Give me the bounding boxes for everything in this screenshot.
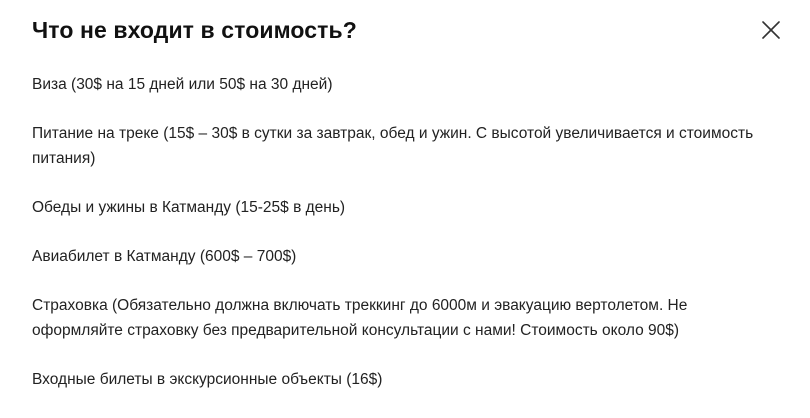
list-item-trek-food: Питание на треке (15$ – 30$ в сутки за завтрак, обед и ужин. С высотой увеличивается и стоимость питания) xyxy=(32,125,754,167)
list-item-entrance-tickets: Входные билеты в экскурсионные объекты (16$) xyxy=(32,371,383,388)
close-button[interactable] xyxy=(757,16,785,44)
list-item-kathmandu-meals: Обеды и ужины в Катманду (15-25$ в день) xyxy=(32,199,346,216)
list-item-flight: Авиабилет в Катманду (600$ – 700$) xyxy=(32,248,297,265)
excluded-items-list xyxy=(32,72,782,392)
modal-title: Что не входит в стоимость? xyxy=(32,17,357,43)
list-item-visa: Виза (30$ на 15 дней или 50$ на 30 дней) xyxy=(32,76,333,93)
close-icon xyxy=(761,20,781,40)
list-item-insurance: Страховка (Обязательно должна включать треккинг до 6000м и эвакуацию вертолетом. Не оформляйте страховку без предварительной консультации с нами! Стоимость около 90$) xyxy=(32,297,688,339)
